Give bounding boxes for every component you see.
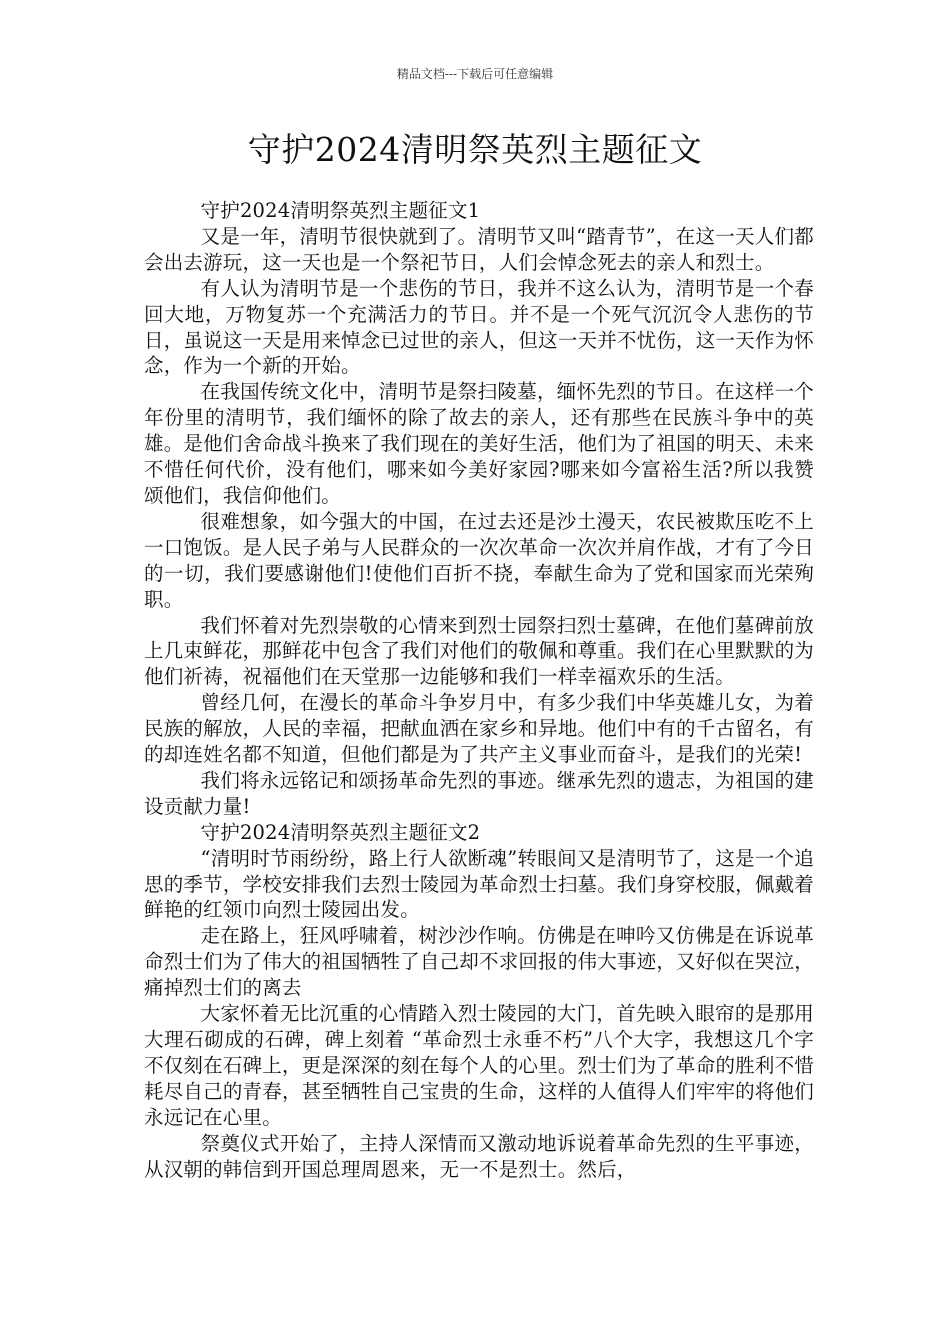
paragraph: 又是一年，清明节很快就到了。清明节又叫“踏青节”，在这一天人们都会出去游玩，这一天也是一个祭祀节日，人们会悼念死去的亲人和烈士。: [144, 224, 814, 274]
paragraph: 我们将永远铭记和颂扬革命先烈的事迹。继承先烈的遗志，为祖国的建设贡献力量!: [144, 768, 814, 818]
document-title: 守护2024清明祭英烈主题征文: [247, 130, 703, 169]
paragraph: 曾经几何，在漫长的革命斗争岁月中，有多少我们中华英雄儿女，为着民族的解放，人民的幸福，把献血洒在家乡和异地。他们中有的千古留名，有的却连姓名都不知道，但他们都是为了共产主义事业而奋斗，是我们的光荣!: [144, 691, 814, 767]
section-heading-2: 守护2024清明祭英烈主题征文2: [200, 820, 481, 844]
paragraph: 大家怀着无比沉重的心情踏入烈士陵园的大门，首先映入眼帘的是那用大理石砌成的石碑，碑上刻着 “革命烈士永垂不朽”八个大字，我想这几个字不仅刻在石碑上，更是深深的刻在每个人的心里。烈士们为了革命的胜利不惜耗尽自己的青春，甚至牺牲自己宝贵的生命，这样的人值得人们牢牢的将他们永远记在心里。: [144, 1002, 814, 1129]
paragraph: 在我国传统文化中，清明节是祭扫陵墓，缅怀先烈的节日。在这样一个年份里的清明节，我们缅怀的除了故去的亲人，还有那些在民族斗争中的英雄。是他们舍命战斗换来了我们现在的美好生活，他们为了祖国的明天、未来不惜任何代价，没有他们，哪来如今美好家园?哪来如今富裕生活?所以我赞颂他们，我信仰他们。: [144, 380, 814, 507]
document-body: [144, 198, 814, 1182]
paragraph: 走在路上，狂风呼啸着，树沙沙作响。仿佛是在呻吟又仿佛是在诉说革命烈士们为了伟大的祖国牺牲了自己却不求回报的伟大事迹，又好似在哭泣，痛掉烈士们的离去: [144, 924, 814, 1000]
paragraph: 祭奠仪式开始了，主持人深情而又激动地诉说着革命先烈的生平事迹，从汉朝的韩信到开国总理周恩来，无一不是烈士。然后，: [144, 1131, 814, 1181]
paragraph: 我们怀着对先烈崇敬的心情来到烈士园祭扫烈士墓碑，在他们墓碑前放上几束鲜花，那鲜花中包含了我们对他们的敬佩和尊重。我们在心里默默的为他们祈祷，祝福他们在天堂那一边能够和我们一样幸福欢乐的生活。: [144, 613, 814, 689]
paragraph: “清明时节雨纷纷，路上行人欲断魂”转眼间又是清明节了，这是一个追思的季节，学校安排我们去烈士陵园为革命烈士扫墓。我们身穿校服，佩戴着鲜艳的红领巾向烈士陵园出发。: [144, 846, 814, 922]
paragraph: 有人认为清明节是一个悲伤的节日，我并不这么认为，清明节是一个春回大地，万物复苏一个充满活力的节日。并不是一个死气沉沉令人悲伤的节日，虽说这一天是用来悼念已过世的亲人，但这一天并不忧伤，这一天作为怀念，作为一个新的开始。: [144, 276, 814, 378]
page-header: 精品文档---下载后可任意编辑: [396, 67, 554, 81]
section-heading-1: 守护2024清明祭英烈主题征文1: [200, 199, 481, 222]
paragraph: 很难想象，如今强大的中国，在过去还是沙土漫天，农民被欺压吃不上一口饱饭。是人民子弟与人民群众的一次次革命一次次并肩作战，才有了今日的一切，我们要感谢他们!使他们百折不挠，奉献生命为了党和国家而光荣殉职。: [144, 509, 814, 611]
